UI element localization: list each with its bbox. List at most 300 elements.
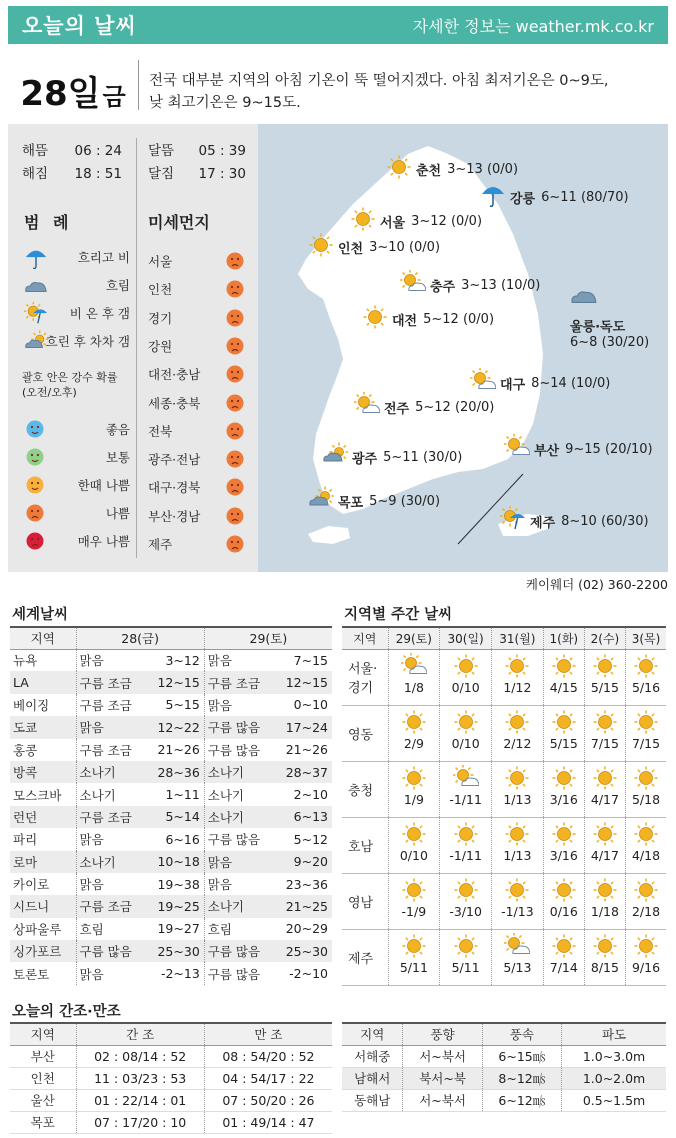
moonset-time: 17 : 30 (198, 166, 246, 182)
table-cell: 구름 조금 (76, 694, 145, 716)
weekly-temp: 4/18 (631, 847, 661, 863)
sun-icon (389, 818, 440, 848)
dust-region-name: 전북 (148, 423, 173, 439)
face-icon (26, 420, 44, 441)
dust-level-label: 나쁨 (105, 506, 130, 521)
dust-region-name: 서울 (148, 254, 173, 269)
table-row (10, 716, 332, 738)
weekly-cell (584, 649, 625, 705)
weekly-region-line-1: 영남 (348, 895, 374, 911)
weekly-temp: 4/17 (590, 791, 619, 807)
weekly-cell (492, 705, 544, 761)
table-cell: 흐림 (76, 918, 145, 940)
weekly-cell (388, 761, 440, 817)
sun-icon (626, 650, 666, 680)
dust-region (148, 476, 248, 498)
map-city (504, 434, 653, 464)
weekly-temp: 0/16 (549, 903, 578, 919)
dust-region (148, 420, 248, 442)
weekly-temp: 5/11 (451, 959, 480, 975)
weekly-region (342, 649, 388, 705)
dust-level (20, 418, 130, 440)
table-row (342, 1067, 666, 1089)
legend-item (20, 274, 130, 296)
weekly-cell (543, 705, 584, 761)
map-city-value: 5~12 (0/0) (423, 311, 495, 327)
table-cell: 12~22 (145, 716, 204, 738)
weekly-region-line-1: 호남 (348, 839, 374, 855)
sun-icon (362, 304, 388, 334)
table-cell: 0~10 (293, 697, 328, 713)
weekly-cell (492, 761, 544, 817)
tide-header-high: 만 조 (204, 1023, 332, 1045)
table-cell: 04 : 54/17 : 22 (204, 1067, 332, 1089)
cloud-sun-icon (24, 330, 48, 357)
table-cell: 부산 (10, 1045, 76, 1067)
weekly-cell (543, 929, 584, 985)
umbrella-icon (24, 246, 48, 273)
face-icon (226, 252, 244, 273)
weekly-cell (626, 817, 667, 873)
map-city-name: 춘천 (416, 163, 442, 179)
map-city-name: 울릉·독도 (570, 320, 626, 335)
weekly-region (342, 873, 388, 929)
table-row (10, 1111, 332, 1133)
table-cell: 인천 (10, 1067, 76, 1089)
dust-region-name: 광주·전남 (148, 452, 201, 468)
date-box (8, 52, 138, 118)
table-cell: 6~16 (165, 831, 200, 847)
table-row (10, 806, 332, 828)
table-row (10, 694, 332, 716)
sunrise-time: 06 : 24 (74, 143, 122, 159)
weekly-region (342, 929, 388, 985)
weekly-temp: 1/13 (503, 791, 532, 807)
map-city (354, 392, 494, 422)
table-cell: 소나기 (76, 761, 145, 783)
table-row (10, 851, 332, 873)
dust-region-name: 대전·충남 (148, 367, 201, 383)
sun-icon (626, 930, 666, 960)
weekly-temp: -3/10 (449, 903, 482, 919)
weekly-cell (440, 649, 492, 705)
weekly-temp: 5/15 (549, 735, 578, 751)
sun-icon (308, 232, 334, 262)
table-cell: 구름 조금 (76, 895, 145, 917)
sun-icon (626, 818, 666, 848)
weekly-temp: 7/14 (549, 959, 578, 975)
cloud-icon (24, 274, 48, 301)
dust-level (20, 446, 130, 468)
table-row (10, 828, 332, 850)
face-icon (226, 280, 244, 301)
dust-region-name: 경기 (148, 310, 173, 326)
weekly-cell (584, 705, 625, 761)
dust-region-name: 세종·충북 (148, 395, 201, 411)
dust-region (148, 335, 248, 357)
legend-column (8, 124, 258, 572)
weekly-header: 29(토) (388, 627, 440, 649)
weekly-region-line-1: 서울· (348, 662, 378, 677)
tide-table (10, 1022, 332, 1134)
korea-map (258, 124, 668, 572)
table-cell: 8~12㎧ (482, 1067, 561, 1089)
face-icon (26, 504, 44, 525)
table-cell: 12~15 (274, 671, 332, 693)
dust-region (148, 392, 248, 414)
table-cell: 07 : 50/20 : 26 (204, 1089, 332, 1111)
weekly-cell (492, 649, 544, 705)
weekly-cell (626, 705, 667, 761)
table-cell: 9~20 (274, 851, 332, 873)
weekly-temp: 1/18 (590, 903, 619, 919)
table-row (342, 761, 666, 817)
weekly-cell (388, 705, 440, 761)
table-cell: -2~13 (160, 966, 200, 982)
table-cell: 5~14 (145, 806, 204, 828)
table-cell: 맑음 (76, 716, 145, 738)
summary-line-1: 전국 대부분 지역의 아침 기온이 뚝 떨어지겠다. 아침 최저기온은 0~9도, (149, 73, 609, 89)
contact-info: 케이웨더 (02) 360-2200 (525, 577, 668, 592)
table-cell: 23~36 (285, 876, 328, 892)
dust-level-label: 보통 (105, 450, 130, 465)
table-cell: 구름 조금 (76, 806, 145, 828)
table-row (10, 1089, 332, 1111)
map-city (308, 232, 440, 262)
map-city (400, 270, 540, 300)
face-icon (226, 450, 244, 471)
table-cell: 5~15 (165, 697, 200, 713)
dust-region-name: 인천 (148, 282, 173, 298)
table-cell: 12~15 (145, 671, 204, 693)
map-city-name: 인천 (338, 241, 364, 257)
table-cell: 로마 (10, 851, 76, 873)
table-row (10, 649, 332, 671)
moon-times (148, 140, 246, 186)
sea-header: 풍향 (403, 1023, 482, 1045)
table-row (10, 940, 332, 962)
table-cell: 1.0~2.0m (562, 1067, 666, 1089)
umbrella-icon (480, 182, 506, 212)
weekly-temp: 0/10 (451, 735, 480, 751)
sun-cloud-icon (440, 762, 491, 792)
table-cell: 맑음 (76, 873, 145, 895)
site-link[interactable]: 자세한 정보는 weather.mk.co.kr (412, 16, 654, 36)
weekly-cell (440, 761, 492, 817)
legend-item-label: 흐림 (105, 278, 130, 293)
table-cell: 맑음 (204, 873, 273, 895)
table-cell: 10~18 (145, 851, 204, 873)
table-cell: 3~12 (165, 652, 200, 668)
weekly-temp: 2/9 (403, 735, 424, 751)
weekly-temp: 5/11 (399, 959, 428, 975)
sun-icon (585, 874, 625, 904)
weekly-cell (492, 873, 544, 929)
dust-region (148, 533, 248, 555)
weekly-temp: 0/10 (451, 679, 480, 695)
map-city-name: 광주 (352, 451, 378, 467)
table-cell: 21~25 (274, 895, 332, 917)
map-city (500, 506, 649, 536)
table-cell: 6~12㎧ (482, 1089, 561, 1111)
map-city-name: 충주 (430, 279, 456, 295)
table-cell: 싱가포르 (10, 940, 76, 962)
weekly-temp: 5/13 (503, 959, 532, 975)
table-cell: 07 : 17/20 : 10 (76, 1111, 204, 1133)
sun-icon (544, 650, 584, 680)
moonrise-label: 달뜸 (148, 143, 175, 159)
sun-icon (389, 874, 440, 904)
header-bar (8, 6, 668, 44)
table-cell: 서~북서 (403, 1045, 482, 1067)
weekly-temp: 5/15 (590, 679, 619, 695)
map-city (386, 154, 518, 184)
dust-region-name: 제주 (148, 537, 173, 552)
sun-icon (440, 818, 491, 848)
face-icon (26, 476, 44, 497)
face-icon (226, 394, 244, 415)
weekly-temp: 7/15 (631, 735, 661, 751)
sun-icon (440, 930, 491, 960)
face-icon (226, 337, 244, 358)
weekly-cell (626, 761, 667, 817)
weekly-temp: 1/8 (403, 679, 424, 695)
map-city-name: 목포 (338, 495, 364, 511)
weekly-cell (388, 929, 440, 985)
cloud-sun-icon (308, 486, 334, 516)
map-city-name: 전주 (384, 401, 410, 417)
legend-item (20, 302, 130, 324)
table-cell: 0.5~1.5m (562, 1089, 666, 1111)
map-city (570, 282, 649, 350)
weekly-temp: 2/18 (631, 903, 661, 919)
dust-region (148, 505, 248, 527)
table-cell: 구름 많음 (76, 940, 145, 962)
table-row (342, 1089, 666, 1111)
map-city-name: 부산 (534, 443, 560, 459)
weekly-cell (492, 817, 544, 873)
table-row (342, 929, 666, 985)
table-cell: 2~10 (293, 787, 328, 803)
table-cell: 토론토 (13, 966, 50, 982)
weekly-temp: 4/15 (549, 679, 578, 695)
table-row (10, 671, 332, 693)
table-row (10, 873, 332, 895)
table-cell: 흐림 (204, 918, 273, 940)
sun-icon (440, 706, 491, 736)
legend-title: 범 례 (24, 213, 73, 232)
table-row (342, 817, 666, 873)
weekly-cell (388, 817, 440, 873)
sun-icon (544, 706, 584, 736)
island-shape (308, 526, 350, 544)
map-city-value: 9~15 (20/10) (565, 441, 653, 457)
dust-region (148, 448, 248, 470)
legend-item (20, 330, 130, 352)
table-cell: 런던 (10, 806, 76, 828)
table-cell: 소나기 (204, 806, 273, 828)
cloud-sun-icon (322, 442, 348, 472)
sea-header: 파도 (562, 1023, 666, 1045)
table-cell: 11 : 03/23 : 53 (76, 1067, 204, 1089)
table-cell: 소나기 (204, 783, 273, 805)
table-cell: 방콕 (10, 761, 76, 783)
table-row (10, 761, 332, 783)
sun-icon (544, 874, 584, 904)
sun-icon (585, 706, 625, 736)
table-cell: 울산 (10, 1089, 76, 1111)
weekly-header: 30(일) (440, 627, 492, 649)
weekly-temp: 0/10 (399, 847, 428, 863)
sun-icon (585, 650, 625, 680)
sun-icon (585, 762, 625, 792)
sun-cloud-icon (389, 650, 440, 680)
sun-icon (585, 818, 625, 848)
dust-level (20, 474, 130, 496)
table-cell: 파리 (13, 832, 38, 848)
legend-item-label: 비 온 후 갬 (69, 306, 130, 321)
sun-icon (440, 650, 491, 680)
legend-item (20, 246, 130, 268)
weekly-cell (492, 929, 544, 985)
table-cell: 구름 많음 (204, 828, 273, 850)
dust-level (20, 530, 130, 552)
table-cell: 맑음 (204, 694, 273, 716)
weekly-table (342, 626, 666, 986)
table-cell: 5~12 (293, 831, 328, 847)
sun-icon (492, 874, 543, 904)
table-row (342, 873, 666, 929)
table-cell: 서해중 (342, 1045, 403, 1067)
table-row (342, 649, 666, 705)
tide-title: 오늘의 간조·만조 (12, 1004, 121, 1020)
weekly-temp: 3/16 (549, 791, 578, 807)
weekly-cell (388, 873, 440, 929)
weekly-header: 31(월) (492, 627, 544, 649)
table-cell: 구름 많음 (204, 716, 273, 738)
weekly-cell (388, 649, 440, 705)
legend-item-label: 흐리고 비 (77, 250, 130, 265)
column-divider (136, 138, 137, 558)
table-cell: 구름 조금 (76, 671, 145, 693)
table-cell: 6~15㎧ (482, 1045, 561, 1067)
table-cell: 구름 조금 (76, 739, 145, 761)
weekly-region-line-1: 제주 (348, 951, 374, 967)
table-cell: 맑음 (204, 649, 273, 671)
face-icon (226, 365, 244, 386)
weekly-cell (440, 705, 492, 761)
table-cell: 홍콩 (13, 742, 38, 758)
map-city-name: 대구 (500, 377, 526, 393)
table-cell: 7~15 (293, 652, 328, 668)
weekly-title: 지역별 주간 날씨 (344, 607, 453, 623)
date-summary (138, 60, 668, 110)
dust-region (148, 307, 248, 329)
sun-icon (492, 706, 543, 736)
weekly-header: 지역 (342, 627, 388, 649)
table-cell: 1~11 (165, 787, 200, 803)
map-city-value: 5~11 (30/0) (383, 449, 463, 465)
sun-times (22, 140, 122, 186)
sun-icon (626, 874, 666, 904)
dust-level-label: 한때 나쁨 (77, 478, 130, 493)
table-cell: 08 : 54/20 : 52 (204, 1045, 332, 1067)
map-city-value: 3~12 (0/0) (411, 213, 483, 229)
weekly-temp: 7/15 (590, 735, 619, 751)
table-cell: 목포 (10, 1111, 76, 1133)
legend-note-line-1: 괄호 안은 강수 확률 (22, 371, 118, 384)
table-cell: 25~30 (145, 940, 204, 962)
sun-icon (585, 930, 625, 960)
table-row (10, 895, 332, 917)
table-cell: 소나기 (204, 761, 273, 783)
sea-header: 풍속 (482, 1023, 561, 1045)
map-city-name: 서울 (380, 215, 406, 231)
weekly-cell (584, 817, 625, 873)
face-icon (26, 448, 44, 469)
table-cell: 맑음 (76, 962, 145, 984)
weekly-cell (584, 929, 625, 985)
weekly-temp: 5/18 (631, 791, 661, 807)
map-city (308, 486, 440, 516)
weekly-temp: 1/12 (503, 679, 532, 695)
sun-icon (389, 706, 440, 736)
sun-icon (389, 762, 440, 792)
table-cell: 6~13 (274, 806, 332, 828)
weekly-cell (543, 761, 584, 817)
table-cell: 소나기 (76, 783, 145, 805)
table-cell: -2~10 (289, 966, 328, 982)
sun-cloud-icon (354, 392, 380, 422)
face-icon (226, 535, 244, 556)
table-cell: 1.0~3.0m (562, 1045, 666, 1067)
table-cell: 맑음 (76, 828, 145, 850)
sun-rain-icon (24, 302, 48, 329)
weekly-header: 3(목) (626, 627, 667, 649)
dust-region-name: 강원 (148, 338, 173, 354)
face-icon (226, 478, 244, 499)
table-cell: 01 : 49/14 : 47 (204, 1111, 332, 1133)
weekly-temp: -1/9 (401, 903, 427, 919)
weekly-cell (543, 817, 584, 873)
weekly-temp: 1/9 (403, 791, 424, 807)
sea-table (342, 1022, 666, 1112)
sunset-label: 해짐 (22, 166, 49, 182)
summary-line-2: 낮 최고기온은 9~15도. (149, 95, 301, 111)
table-cell: 맑음 (76, 649, 145, 671)
world-table (10, 626, 332, 985)
weekly-header: 2(수) (584, 627, 625, 649)
world-header-day1: 28(금) (76, 627, 204, 649)
legend-note-line-2: (오전/오후) (22, 386, 77, 399)
table-row (10, 962, 332, 984)
map-city-value: 3~10 (0/0) (369, 239, 441, 255)
sun-icon (440, 874, 491, 904)
face-icon (26, 532, 44, 553)
table-cell: 시드니 (10, 895, 76, 917)
table-cell: 뉴욕 (13, 653, 38, 669)
table-row (342, 1045, 666, 1067)
sun-rain-icon (500, 506, 526, 536)
map-city-name: 대전 (392, 313, 418, 329)
table-cell: 도쿄 (10, 716, 76, 738)
table-cell: 베이징 (13, 697, 50, 713)
dust-level (20, 502, 130, 524)
sun-icon (386, 154, 412, 184)
map-city-name: 제주 (530, 515, 556, 531)
table-cell: 21~26 (157, 742, 200, 758)
map-city-value: 3~13 (10/0) (461, 277, 541, 293)
